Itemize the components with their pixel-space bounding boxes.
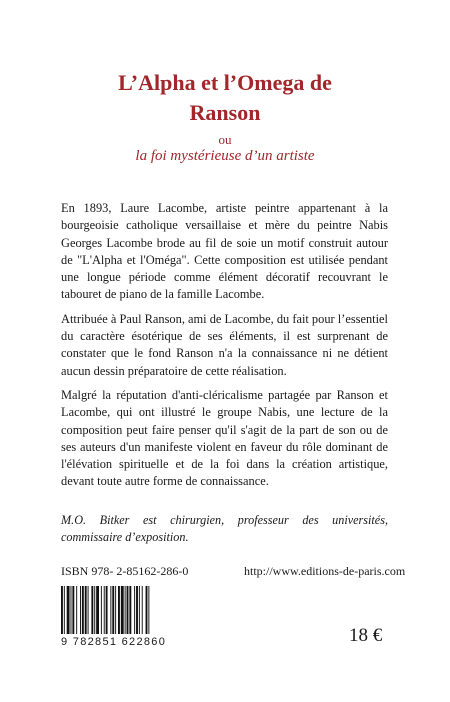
barcode-bar bbox=[82, 586, 84, 634]
paragraph-1: En 1893, Laure Lacombe, artiste peintre appartenant à la bourgeoisie catholique versaillaise et mère du peintre Nabis Georges Lacombe brode au fil de soie un motif construit autour de "L'Alpha et l'Oméga". Cette composition est utilisée pendant une longue période comme élément décoratif recouvrant le tabouret de piano de la famille Lacombe. bbox=[61, 201, 388, 302]
barcode-bar bbox=[72, 586, 74, 634]
barcode-bar bbox=[134, 586, 135, 634]
paragraph-3: Malgré la réputation d'anti-cléricalisme partagée par Ranson et Lacombe, qui ont illustré le groupe Nabis, une lecture de la composition peut faire penser qu'il s'agit de la part de son ou de ses auteurs d'un manifeste violent en faveur du rôle dominant de l'élévation spirituelle et de la foi dans la création artistique, devant toute autre forme de connaissance. bbox=[61, 387, 388, 489]
barcode-bar bbox=[91, 586, 93, 634]
title-connector: ou bbox=[218, 132, 232, 147]
barcode-bar bbox=[106, 586, 108, 634]
barcode-bar bbox=[129, 586, 131, 634]
barcode-bar bbox=[146, 586, 148, 634]
barcode-bar bbox=[71, 586, 72, 634]
barcode-bar bbox=[76, 586, 77, 634]
barcode-bar bbox=[94, 586, 95, 634]
paragraph-2: Attribuée à Paul Ranson, ami de Lacombe, du fait pour l’essentiel du caractère ésotérique de ses éléments, il est surprenant de constater que le fond Ranson n'a la connaissance ni ne détient aucun dessin préparatoire de cette réalisation. bbox=[61, 311, 388, 378]
barcode-bar bbox=[136, 586, 138, 634]
barcode-bar bbox=[104, 586, 105, 634]
barcode-bar bbox=[80, 586, 81, 634]
title-line-1: L’Alpha et l’Omega de bbox=[118, 70, 332, 95]
barcode-bar bbox=[127, 586, 129, 634]
barcode-bar bbox=[61, 586, 63, 634]
publisher-url: http://www.editions-de-paris.com bbox=[244, 564, 406, 578]
price: 18 € bbox=[349, 625, 383, 646]
barcode-bar bbox=[121, 586, 124, 634]
barcode-bar bbox=[85, 586, 87, 634]
barcode-bar bbox=[118, 586, 120, 634]
barcode-bar bbox=[67, 586, 70, 634]
barcode-bar bbox=[148, 586, 149, 634]
barcode-bar bbox=[110, 586, 111, 634]
barcode-digits: 9 782851 622860 bbox=[61, 636, 167, 648]
barcode-bar bbox=[64, 586, 65, 634]
barcode-bar bbox=[125, 586, 126, 634]
back-cover-text bbox=[61, 200, 388, 498]
barcode-bar bbox=[112, 586, 114, 634]
barcode-bar bbox=[115, 586, 116, 634]
barcode-bar bbox=[88, 586, 89, 634]
barcode bbox=[61, 586, 182, 634]
title-line-2: Ranson bbox=[189, 100, 261, 125]
author-note: M.O. Bitker est chirurgien, professeur des universités, commissaire d’exposition. bbox=[61, 513, 388, 544]
isbn-number: ISBN 978- 2-85162-286-0 bbox=[61, 564, 189, 578]
barcode-bar bbox=[139, 586, 140, 634]
barcode-bar bbox=[96, 586, 99, 634]
book-subtitle: la foi mystérieuse d’un artiste bbox=[135, 148, 315, 164]
barcode-bar bbox=[101, 586, 102, 634]
book-title bbox=[0, 68, 450, 128]
barcode-bar bbox=[142, 586, 143, 634]
